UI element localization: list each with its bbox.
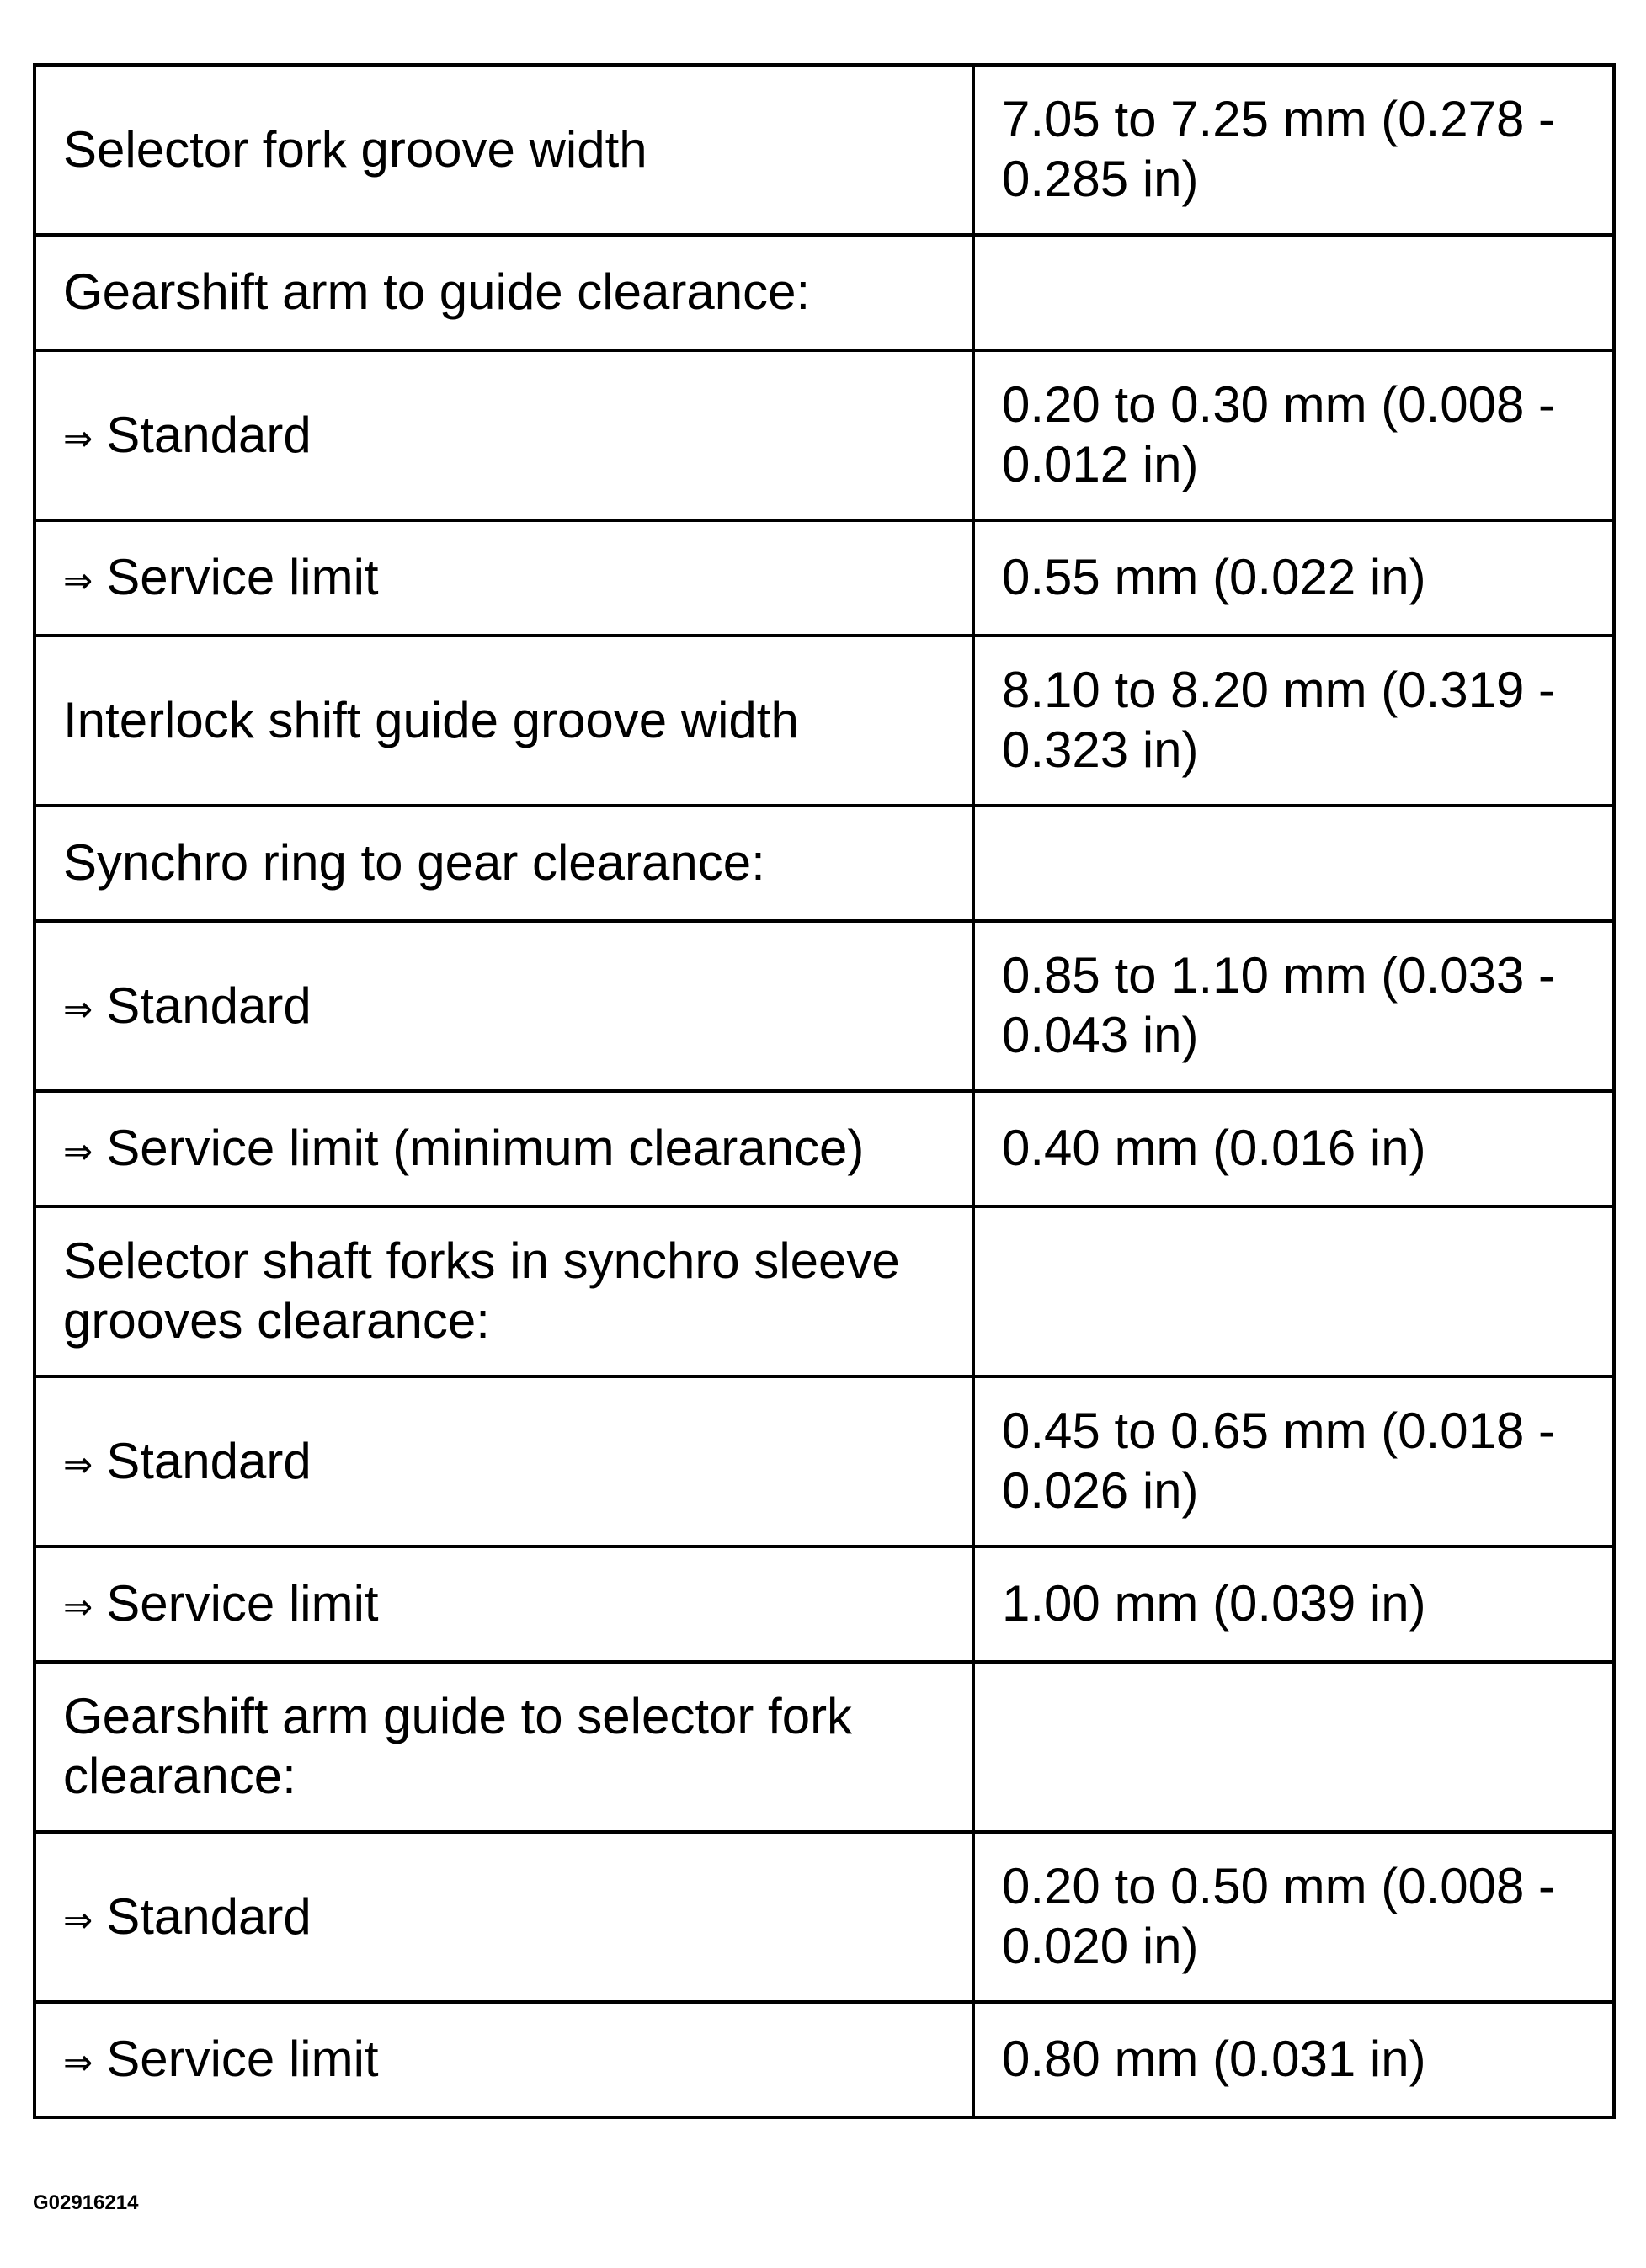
spec-label: Synchro ring to gear clearance:: [63, 834, 765, 892]
spec-value-cell: [973, 636, 1614, 806]
spec-value-cell: [973, 235, 1614, 350]
table-row: [35, 1662, 1614, 1832]
spec-label-cell: [35, 235, 973, 350]
spec-label: Selector shaft forks in synchro sleeve grooves clearance:: [63, 1232, 900, 1349]
spec-label: Standard: [106, 1432, 312, 1489]
arrow-right-icon: ⇒: [63, 1443, 93, 1485]
spec-label: Gearshift arm guide to selector fork clearance:: [63, 1688, 853, 1804]
spec-value-cell: [973, 1547, 1614, 1662]
spec-label: Service limit (minimum clearance): [106, 1120, 865, 1177]
spec-value-cell: [973, 1662, 1614, 1832]
spec-label-cell: [35, 2002, 973, 2117]
spec-label-cell: [35, 1376, 973, 1547]
table-row: [35, 1547, 1614, 1662]
spec-label-cell: [35, 806, 973, 921]
spec-label: Standard: [106, 1887, 312, 1945]
spec-value-cell: [973, 1832, 1614, 2002]
arrow-right-icon: ⇒: [63, 560, 93, 602]
spec-value: 0.85 to 1.10 mm (0.033 - 0.043 in): [1002, 947, 1556, 1063]
arrow-right-icon: ⇒: [63, 1586, 93, 1628]
spec-label-cell: [35, 921, 973, 1091]
spec-label-cell: [35, 1662, 973, 1832]
spec-label-cell: [35, 636, 973, 806]
spec-label: Service limit: [106, 549, 379, 606]
spec-label: Gearshift arm to guide clearance:: [63, 264, 811, 321]
spec-table-body: [35, 65, 1614, 2117]
spec-value: 1.00 mm (0.039 in): [1002, 1575, 1426, 1632]
arrow-right-icon: ⇒: [63, 417, 93, 459]
spec-value: 0.80 mm (0.031 in): [1002, 2031, 1426, 2088]
table-row: [35, 350, 1614, 520]
arrow-right-icon: ⇒: [63, 1898, 93, 1941]
spec-value: 8.10 to 8.20 mm (0.319 - 0.323 in): [1002, 662, 1556, 778]
spec-label: Standard: [106, 406, 312, 463]
spec-value: 0.20 to 0.30 mm (0.008 - 0.012 in): [1002, 376, 1556, 492]
spec-label-cell: [35, 65, 973, 235]
spec-value: 0.40 mm (0.016 in): [1002, 1120, 1426, 1177]
spec-value: 0.55 mm (0.022 in): [1002, 549, 1426, 606]
spec-label: Standard: [106, 977, 312, 1034]
spec-value-cell: [973, 1206, 1614, 1376]
table-row: [35, 921, 1614, 1091]
table-row: [35, 1206, 1614, 1376]
spec-value-cell: [973, 1091, 1614, 1206]
arrow-right-icon: ⇒: [63, 2042, 93, 2084]
table-row: [35, 806, 1614, 921]
table-row: [35, 520, 1614, 636]
spec-label-cell: [35, 1091, 973, 1206]
table-row: [35, 235, 1614, 350]
spec-value-cell: [973, 1376, 1614, 1547]
spec-value-cell: [973, 921, 1614, 1091]
spec-value-cell: [973, 65, 1614, 235]
table-row: [35, 65, 1614, 235]
table-row: [35, 2002, 1614, 2117]
spec-label: Interlock shift guide groove width: [63, 691, 799, 748]
spec-label-cell: [35, 1206, 973, 1376]
spec-label: Service limit: [106, 2031, 379, 2088]
arrow-right-icon: ⇒: [63, 1131, 93, 1173]
spec-value-cell: [973, 520, 1614, 636]
spec-table: [33, 63, 1616, 2119]
spec-label: Selector fork groove width: [63, 120, 647, 178]
spec-value: 0.45 to 0.65 mm (0.018 - 0.026 in): [1002, 1403, 1556, 1519]
figure-id: G02916214: [33, 2191, 139, 2214]
spec-label-cell: [35, 1832, 973, 2002]
table-row: [35, 1376, 1614, 1547]
spec-value: 0.20 to 0.50 mm (0.008 - 0.020 in): [1002, 1858, 1556, 1974]
spec-label-cell: [35, 1547, 973, 1662]
table-row: [35, 1832, 1614, 2002]
spec-value-cell: [973, 350, 1614, 520]
table-row: [35, 636, 1614, 806]
spec-label-cell: [35, 350, 973, 520]
table-row: [35, 1091, 1614, 1206]
spec-label-cell: [35, 520, 973, 636]
spec-value-cell: [973, 2002, 1614, 2117]
spec-label: Service limit: [106, 1575, 379, 1632]
arrow-right-icon: ⇒: [63, 988, 93, 1030]
spec-value: 7.05 to 7.25 mm (0.278 - 0.285 in): [1002, 91, 1556, 207]
spec-value-cell: [973, 806, 1614, 921]
